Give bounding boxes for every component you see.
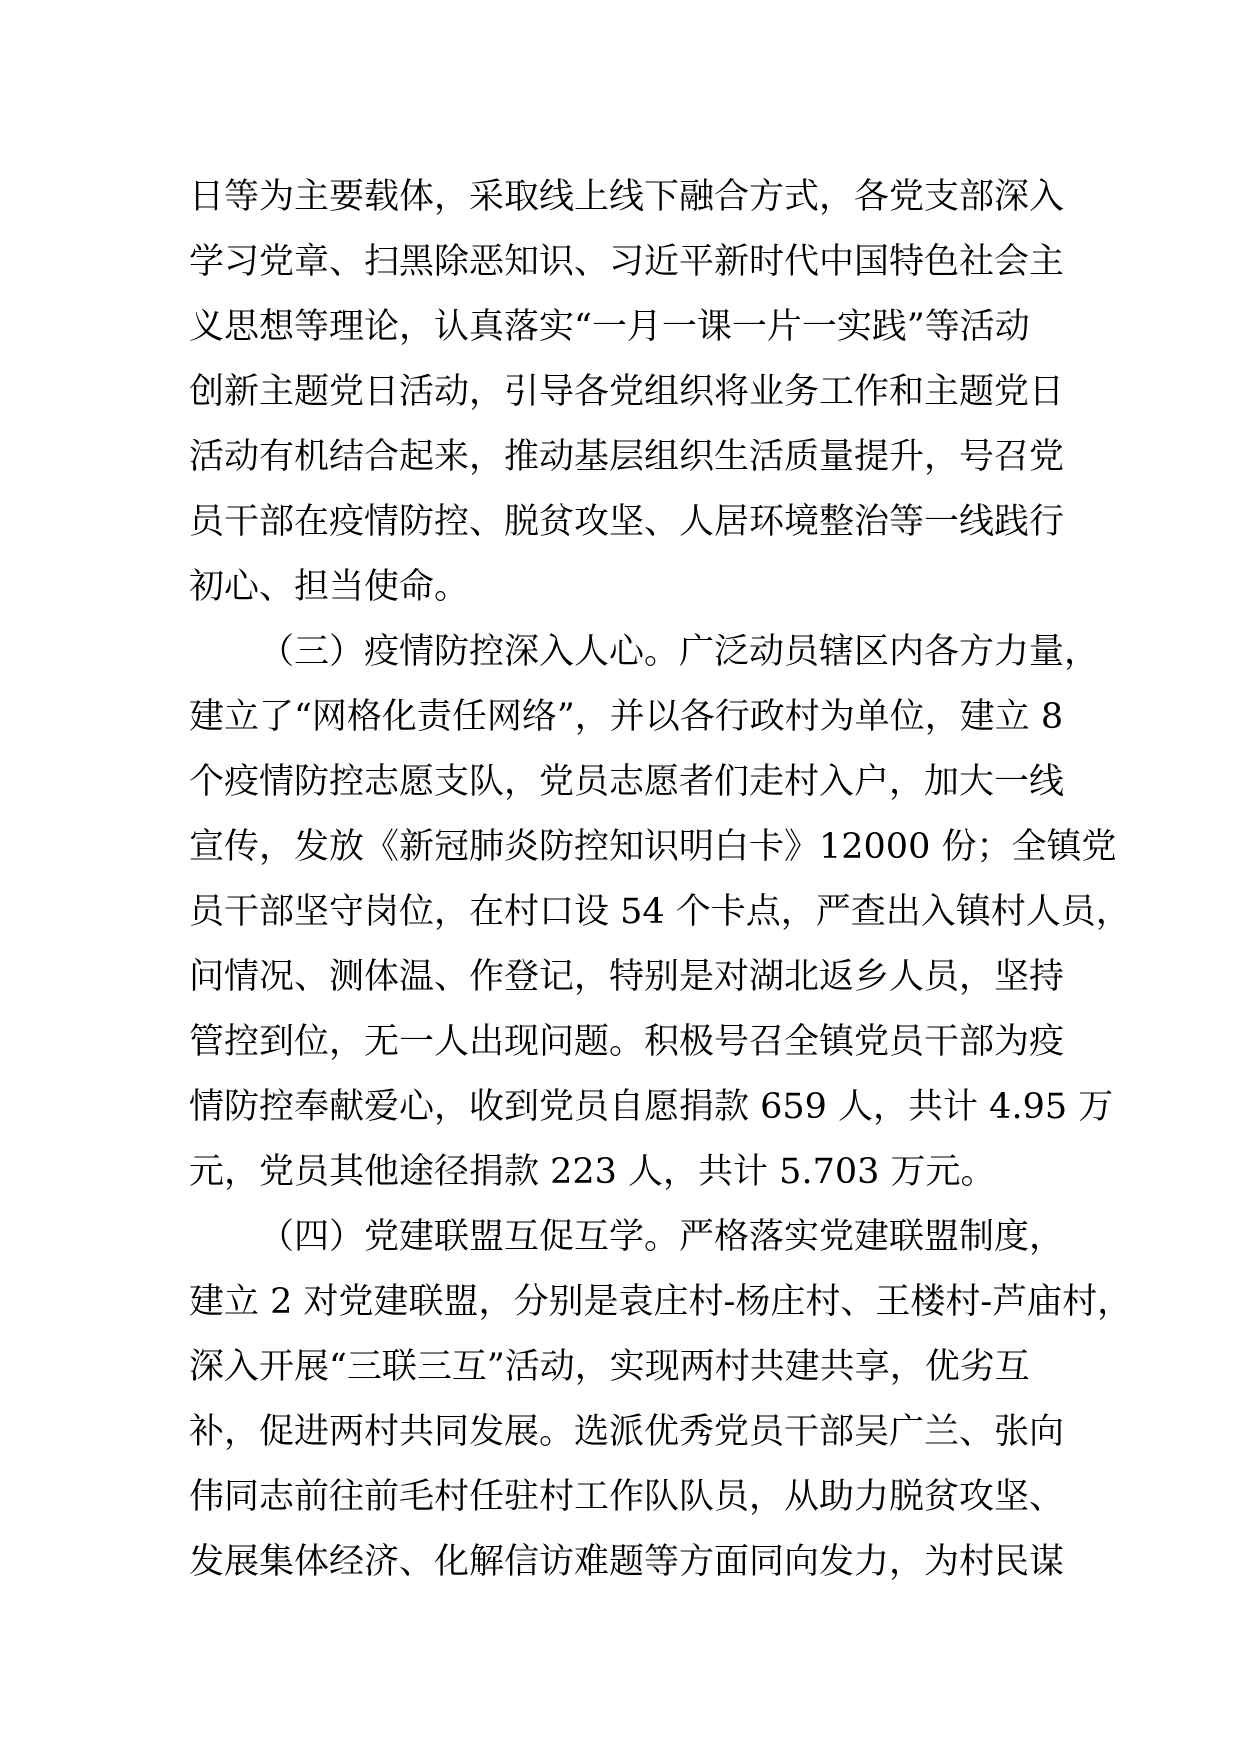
text-line: 深入开展“三联三互”活动，实现两村共建共享，优劣互 — [189, 1347, 1030, 1387]
text-line: 义思想等理论，认真落实“一月一课一片一实践”等活动 — [189, 307, 1030, 347]
text-line: 日等为主要载体，采取线上线下融合方式，各党支部深入 — [189, 177, 1065, 217]
text-line: 伟同志前往前毛村任驻村工作队队员，从助力脱贫攻坚、 — [189, 1477, 1065, 1517]
document-body — [189, 165, 1133, 1595]
text-line: 管控到位，无一人出现问题。积极号召全镇党员干部为疫 — [189, 1022, 1065, 1062]
text-line: 发展集体经济、化解信访难题等方面同向发力，为村民谋 — [189, 1542, 1065, 1582]
text-line: 元，党员其他途径捐款 223 人，共计 5.703 万元。 — [189, 1152, 996, 1192]
text-line: 建立 2 对党建联盟，分别是袁庄村-杨庄村、王楼村-芦庙村， — [189, 1282, 1133, 1322]
text-line: 情防控奉献爱心，收到党员自愿捐款 659 人，共计 4.95 万 — [189, 1087, 1114, 1127]
section-heading-line: （四）党建联盟互促互学。严格落实党建联盟制度， — [259, 1217, 1065, 1257]
text-line: 初心、担当使命。 — [189, 567, 470, 607]
text-line: 员干部在疫情防控、脱贫攻坚、人居环境整治等一线践行 — [189, 502, 1065, 542]
text-line: 创新主题党日活动，引导各党组织将业务工作和主题党日 — [189, 372, 1065, 412]
text-line: 补，促进两村共同发展。选派优秀党员干部吴广兰、张向 — [189, 1412, 1065, 1452]
text-line: 建立了“网格化责任网络”，并以各行政村为单位，建立 8 — [189, 697, 1064, 737]
text-line: 学习党章、扫黑除恶知识、习近平新时代中国特色社会主 — [189, 242, 1065, 282]
text-line: 员干部坚守岗位，在村口设 54 个卡点，严查出入镇村人员， — [189, 892, 1131, 932]
section-heading-line: （三）疫情防控深入人心。广泛动员辖区内各方力量， — [259, 632, 1100, 672]
text-line: 问情况、测体温、作登记，特别是对湖北返乡人员，坚持 — [189, 957, 1065, 997]
text-line: 活动有机结合起来，推动基层组织生活质量提升，号召党 — [189, 437, 1065, 477]
text-line: 个疫情防控志愿支队，党员志愿者们走村入户，加大一线 — [189, 762, 1065, 802]
text-line: 宣传，发放《新冠肺炎防控知识明白卡》12000 份；全镇党 — [189, 827, 1117, 867]
